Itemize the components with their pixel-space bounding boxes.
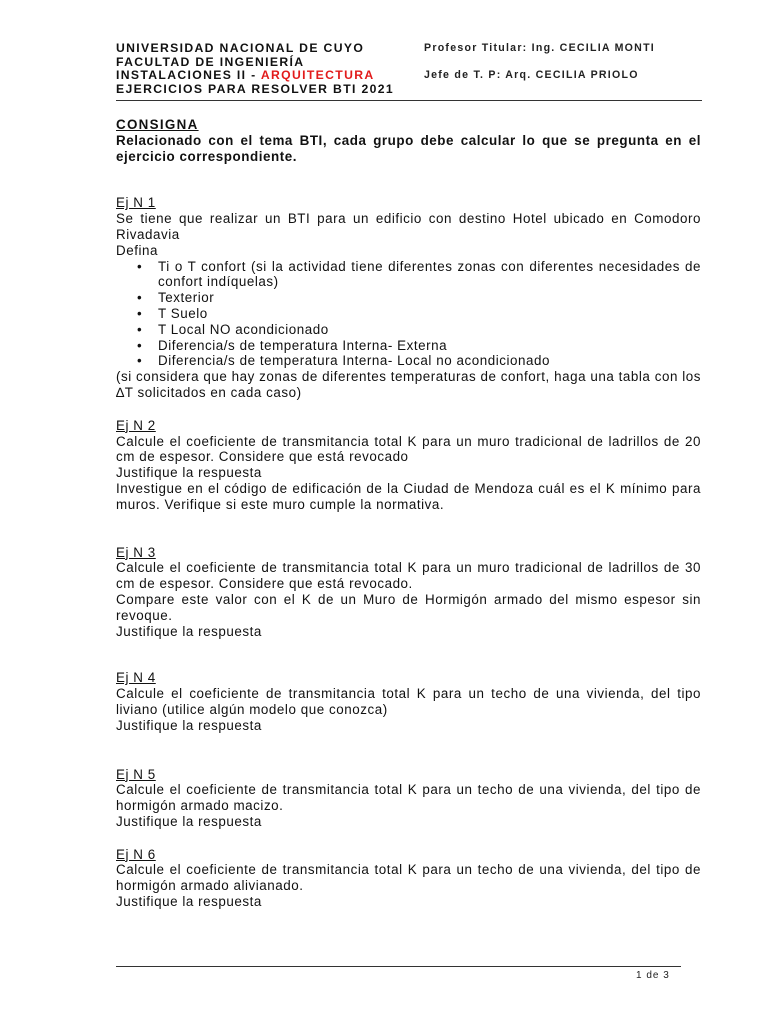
exercise-1 <box>116 195 701 400</box>
header-institution-block <box>116 42 416 96</box>
professor-line: Profesor Titular: Ing. CECILIA MONTI <box>424 42 655 54</box>
exercise-title: Ej N 4 <box>116 670 156 686</box>
exercise-text: Justifique la respuesta <box>116 465 262 481</box>
faculty-name: FACULTAD DE INGENIERÍA <box>116 54 305 69</box>
exercise-text: Investigue en el código de edificación de la Ciudad de Mendoza cuál es el K mínimo para muros. Verifique si este muro cumple la normativa. <box>116 480 701 512</box>
exercise-title: Ej N 3 <box>116 544 156 560</box>
exercise-note: (si considera que hay zonas de diferentes temperaturas de confort, haga una tabla con los ∆T solicitados en cada caso) <box>116 369 701 400</box>
list-item: • Ti o T confort (si la actividad tiene diferentes zonas con diferentes necesidades de confort indíquelas) <box>158 259 701 291</box>
header-divider <box>116 100 702 101</box>
exercise-text: Justifique la respuesta <box>116 717 262 733</box>
header-staff-block <box>424 42 704 83</box>
assistant-line: Jefe de T. P: Arq. CECILIA PRIOLO <box>424 69 639 82</box>
list-item: • T Local NO acondicionado <box>158 322 701 338</box>
consigna-text: Relacionado con el tema BTI, cada grupo debe calcular lo que se pregunta en el ejercicio correspondiente. <box>116 132 701 164</box>
list-item: • Diferencia/s de temperatura Interna- Externa <box>158 338 701 354</box>
document-page <box>116 0 701 1024</box>
exercise-title: Ej N 2 <box>116 417 156 433</box>
exercise-text: Se tiene que realizar un BTI para un edificio con destino Hotel ubicado en Comodoro Rivadavia <box>116 211 701 242</box>
course-prefix: INSTALACIONES II - <box>116 68 261 83</box>
exercise-title: Ej N 6 <box>116 846 156 862</box>
exercise-4 <box>116 670 701 733</box>
exercise-text: Compare este valor con el K de un Muro de Hormigón armado del mismo espesor sin revoque. <box>116 591 701 623</box>
list-item: • Texterior <box>158 290 701 306</box>
definition-list <box>116 259 701 370</box>
university-name: UNIVERSIDAD NACIONAL DE CUYO <box>116 41 365 55</box>
exercise-2 <box>116 418 701 513</box>
exercise-6 <box>116 847 701 910</box>
exercise-text: Calcule el coeficiente de transmitancia total K para un muro tradicional de ladrillos de 20 cm de espesor. Considere que está revocado <box>116 433 701 465</box>
exercise-text: Calcule el coeficiente de transmitancia total K para un techo de una vivienda, del tipo liviano (utilice algún modelo que conozca) <box>116 686 701 717</box>
course-name <box>116 69 416 83</box>
exercise-text: Justifique la respuesta <box>116 623 262 639</box>
list-item: • Diferencia/s de temperatura Interna- Local no acondicionado <box>158 353 701 369</box>
list-item: • T Suelo <box>158 306 701 322</box>
footer-divider <box>116 966 681 967</box>
exercise-text: Calcule el coeficiente de transmitancia total K para un techo de una vivienda, del tipo de hormigón armado macizo. <box>116 782 701 814</box>
exercise-text: Justifique la respuesta <box>116 813 262 829</box>
consigna-heading: CONSIGNA <box>116 117 199 132</box>
page-number: 1 de 3 <box>636 970 670 981</box>
exercise-set-title: EJERCICIOS PARA RESOLVER BTI 2021 <box>116 81 394 96</box>
exercise-3 <box>116 545 701 640</box>
exercise-title: Ej N 5 <box>116 766 156 782</box>
document-body <box>116 117 701 910</box>
exercise-title: Ej N 1 <box>116 195 156 211</box>
exercise-text: Justifique la respuesta <box>116 894 262 910</box>
course-highlight: ARQUITECTURA <box>260 68 375 83</box>
exercise-text: Defina <box>116 242 159 258</box>
exercise-text: Calcule el coeficiente de transmitancia total K para un techo de una vivienda, del tipo de hormigón armado alivianado. <box>116 862 701 894</box>
exercise-text: Calcule el coeficiente de transmitancia total K para un muro tradicional de ladrillos de 30 cm de espesor. Considere que está revocado. <box>116 560 701 592</box>
exercise-5 <box>116 767 701 830</box>
